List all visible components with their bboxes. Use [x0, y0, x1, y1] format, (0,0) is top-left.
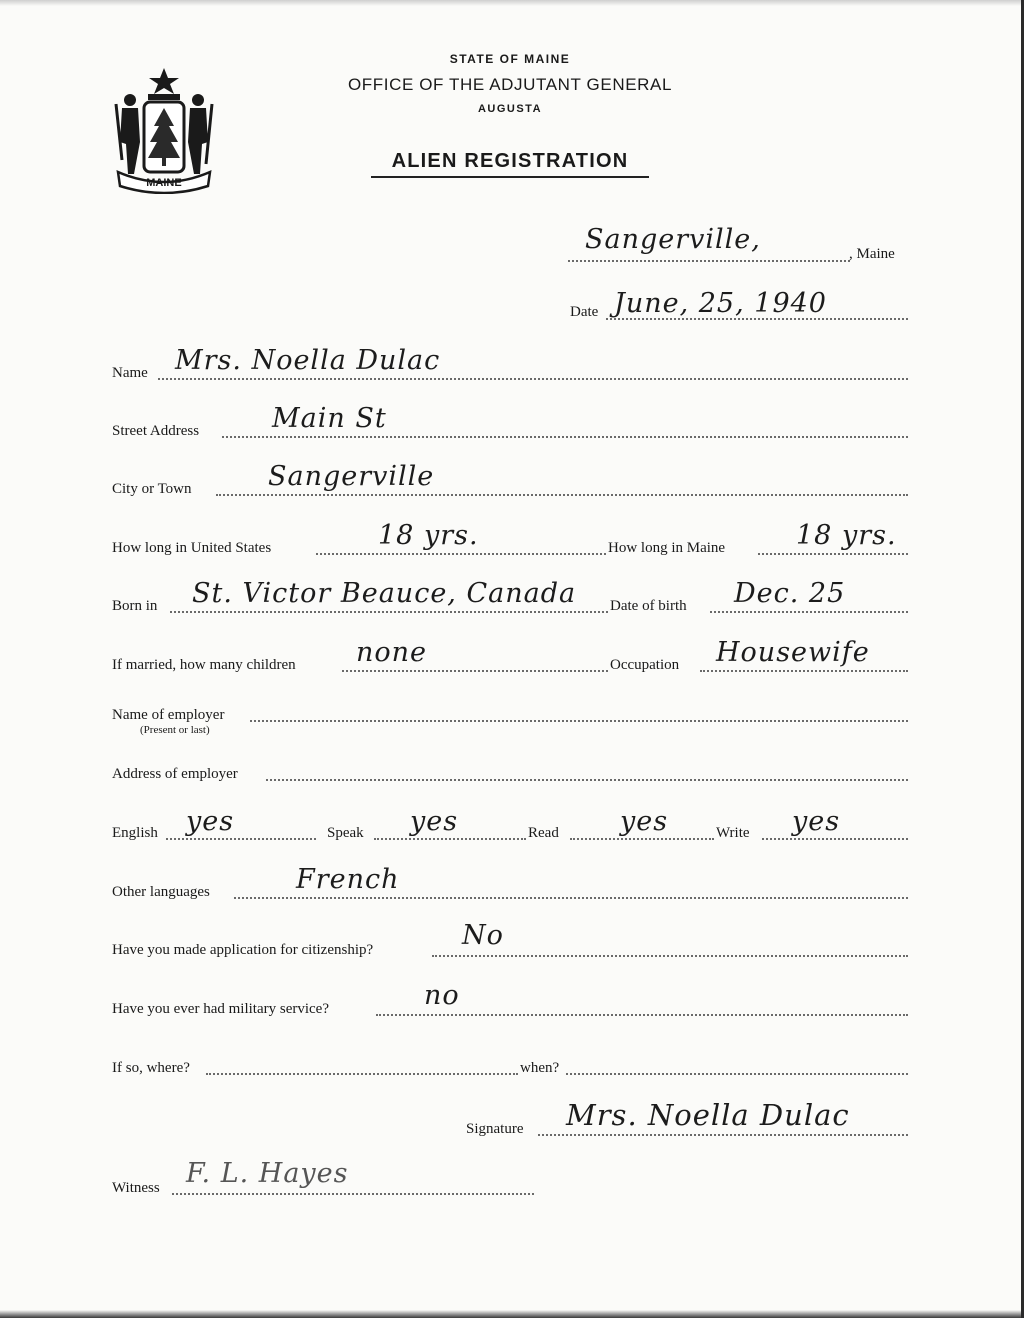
- write-line: [762, 838, 908, 840]
- how-long-maine-label: How long in Maine: [608, 540, 726, 556]
- citizenship-value: No: [462, 920, 504, 951]
- name-value: Mrs. Noella Dulac: [175, 345, 441, 376]
- name-line: [158, 378, 908, 380]
- where-line: [206, 1073, 518, 1075]
- signature-value: Mrs. Noella Dulac: [566, 1098, 850, 1132]
- read-label: Read: [528, 825, 559, 841]
- employer-note: (Present or last): [140, 724, 210, 736]
- born-in-line: [170, 611, 608, 613]
- witness-value: F. L. Hayes: [186, 1158, 349, 1189]
- date-value: June, 25, 1940: [614, 288, 827, 319]
- citizenship-label: Have you made application for citizenship?: [112, 942, 374, 958]
- date-of-birth-value: Dec. 25: [734, 578, 846, 609]
- when-line: [566, 1073, 908, 1075]
- other-languages-label: Other languages: [112, 884, 210, 900]
- header-office: OFFICE OF THE ADJUTANT GENERAL: [347, 75, 673, 94]
- witness-label: Witness: [112, 1180, 160, 1196]
- read-value: yes: [620, 806, 669, 837]
- speak-value: yes: [410, 806, 459, 837]
- place-line: [568, 260, 850, 262]
- place-suffix: , Maine: [849, 246, 895, 262]
- children-value: none: [356, 637, 428, 668]
- scan-edge-bottom: [0, 1310, 1024, 1318]
- date-label: Date: [570, 304, 599, 320]
- how-long-us-value: 18 yrs.: [378, 520, 479, 551]
- english-label: English: [112, 825, 158, 841]
- seal-banner-text: MAINE: [146, 177, 182, 189]
- employer-line: [250, 720, 908, 722]
- occupation-value: Housewife: [716, 637, 870, 668]
- speak-line: [374, 838, 526, 840]
- speak-label: Speak: [327, 825, 364, 841]
- how-long-us-label: How long in United States: [112, 540, 272, 556]
- header-state: STATE OF MAINE: [449, 52, 571, 66]
- name-label: Name: [112, 365, 148, 381]
- citizenship-line: [432, 955, 908, 957]
- title-underline: [371, 176, 649, 178]
- military-line: [376, 1014, 908, 1016]
- write-value: yes: [792, 806, 841, 837]
- scan-edge-top: [0, 0, 1024, 6]
- how-long-us-line: [316, 553, 606, 555]
- english-value: yes: [186, 806, 235, 837]
- where-label: If so, where?: [112, 1060, 190, 1076]
- employer-address-label: Address of employer: [112, 766, 238, 782]
- children-line: [342, 670, 608, 672]
- how-long-maine-line: [758, 553, 908, 555]
- city-label: City or Town: [112, 481, 192, 497]
- street-line: [222, 436, 908, 438]
- state-seal-icon: [108, 64, 220, 194]
- read-line: [570, 838, 714, 840]
- military-label: Have you ever had military service?: [112, 1001, 329, 1017]
- write-label: Write: [716, 825, 750, 841]
- occupation-line: [700, 670, 908, 672]
- signature-line: [538, 1134, 908, 1136]
- city-line: [216, 494, 908, 496]
- how-long-maine-value: 18 yrs.: [796, 520, 897, 551]
- street-label: Street Address: [112, 423, 200, 439]
- signature-label: Signature: [466, 1121, 524, 1137]
- witness-line: [172, 1193, 534, 1195]
- occupation-label: Occupation: [610, 657, 680, 673]
- military-value: no: [424, 980, 460, 1011]
- born-in-value: St. Victor Beauce, Canada: [192, 578, 577, 609]
- born-in-label: Born in: [112, 598, 158, 614]
- employer-label: Name of employer: [112, 707, 225, 723]
- date-of-birth-label: Date of birth: [610, 598, 687, 614]
- when-label: when?: [520, 1060, 560, 1076]
- city-value: Sangerville: [268, 461, 435, 492]
- header-city: AUGUSTA: [477, 103, 543, 115]
- date-of-birth-line: [710, 611, 908, 613]
- form-title: ALIEN REGISTRATION: [391, 150, 629, 172]
- children-label: If married, how many children: [112, 657, 296, 673]
- english-line: [166, 838, 316, 840]
- other-languages-line: [234, 897, 908, 899]
- street-value: Main St: [272, 403, 387, 434]
- employer-address-line: [266, 779, 908, 781]
- other-languages-value: French: [296, 864, 400, 895]
- place-value: Sangerville,: [585, 224, 761, 255]
